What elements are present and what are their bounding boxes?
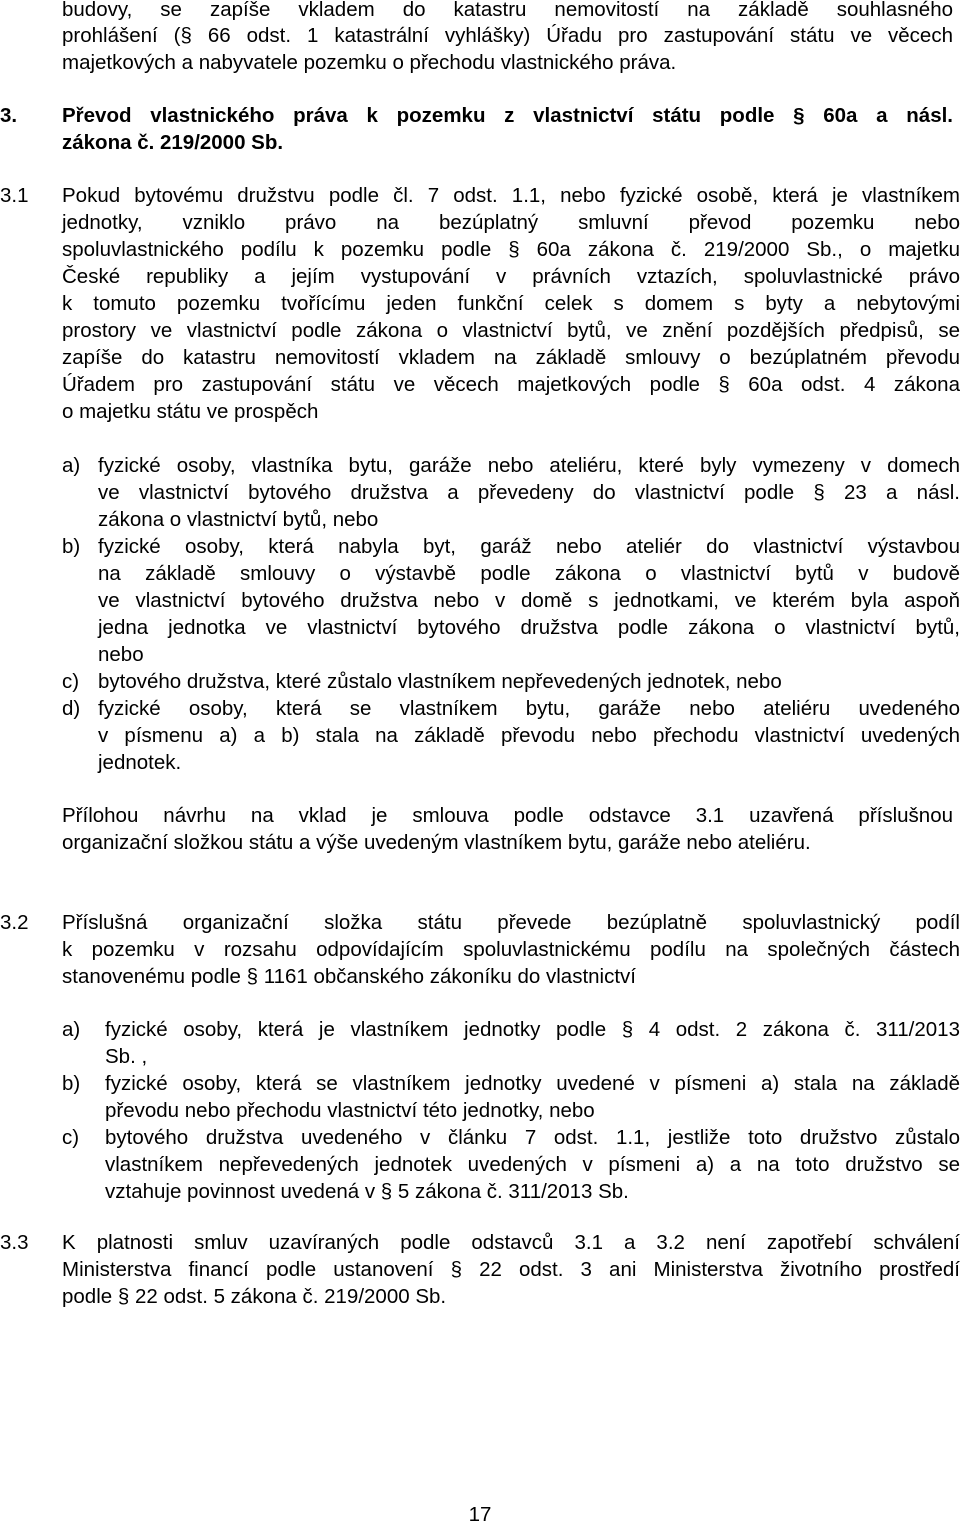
- list-item-line: fyzické osoby, která se vlastníkem jednotky uvedené v písmeni a) stala na základě: [105, 1072, 960, 1095]
- list-item-line: ve vlastnictví bytového družstva a převedeny do vlastnictví podle § 23 a násl.: [98, 481, 960, 504]
- section-heading: zákona č. 219/2000 Sb.: [62, 131, 284, 154]
- page-number: 17: [468, 1503, 492, 1526]
- paragraph-line: k pozemku v rozsahu odpovídajícím spoluvlastnickému podílu na společných částech: [62, 938, 960, 961]
- list-item-line: bytového družstva, které zůstalo vlastníkem nepřevedených jednotek, nebo: [98, 670, 782, 693]
- list-item-line: v písmenu a) a b) stala na základě převodu nebo přechodu vlastnictví uvedených: [98, 724, 960, 747]
- intro-line: budovy, se zapíše vkladem do katastru nemovitostí na základě souhlasného: [62, 0, 953, 21]
- list-item-line: fyzické osoby, která je vlastníkem jednotky podle § 4 odst. 2 zákona č. 311/2013: [105, 1018, 960, 1041]
- paragraph-number: 3.3: [0, 1231, 29, 1254]
- attachment-line: organizační složkou státu a výše uvedeným vlastníkem bytu, garáže nebo ateliéru.: [62, 831, 811, 854]
- list-label: d): [62, 697, 81, 720]
- list-item-line: ve vlastnictví bytového družstva nebo v domě s jednotkami, ve kterém byla aspoň: [98, 589, 960, 612]
- paragraph-line: K platnosti smluv uzavíraných podle odstavců 3.1 a 3.2 není zapotřebí schválení: [62, 1231, 960, 1254]
- paragraph-number: 3.2: [0, 911, 29, 934]
- list-label: a): [62, 1018, 81, 1041]
- paragraph-line: zapíše do katastru nemovitostí vkladem na základě smlouvy o bezúplatném převodu: [62, 346, 960, 369]
- list-item-line: bytového družstva uvedeného v článku 7 odst. 1.1, jestliže toto družstvo zůstalo: [105, 1126, 960, 1149]
- list-item-line: jednotek.: [98, 751, 182, 774]
- paragraph-line: Pokud bytovému družstvu podle čl. 7 odst. 1.1, nebo fyzické osobě, která je vlastníkem: [62, 184, 960, 207]
- section-number: 3.: [0, 104, 18, 127]
- paragraph-line: prostory ve vlastnictví podle zákona o vlastnictví bytů, ve znění pozdějších předpisů, se: [62, 319, 960, 342]
- section-heading: Převod vlastnického práva k pozemku z vlastnictví státu podle § 60a a násl.: [62, 104, 953, 127]
- paragraph-line: spoluvlastnického podílu k pozemku podle § 60a zákona č. 219/2000 Sb., o majetku: [62, 238, 960, 261]
- paragraph-line: podle § 22 odst. 5 zákona č. 219/2000 Sb.: [62, 1285, 447, 1308]
- list-item-line: vlastníkem nepřevedených jednotek uvedených v písmeni a) a na toto družstvo se: [105, 1153, 960, 1176]
- list-item-line: fyzické osoby, která nabyla byt, garáž nebo ateliér do vlastnictví výstavbou: [98, 535, 960, 558]
- intro-line: majetkových a nabyvatele pozemku o přechodu vlastnického práva.: [62, 51, 677, 74]
- list-label: a): [62, 454, 81, 477]
- list-label: c): [62, 670, 80, 693]
- list-item-line: fyzické osoby, která se vlastníkem bytu, garáže nebo ateliéru uvedeného: [98, 697, 960, 720]
- list-item-line: nebo: [98, 643, 144, 666]
- intro-line: prohlášení (§ 66 odst. 1 katastrální vyhlášky) Úřadu pro zastupování státu ve věcech: [62, 24, 953, 47]
- list-item-line: vztahuje povinnost uvedená v § 5 zákona č. 311/2013 Sb.: [105, 1180, 629, 1203]
- paragraph-number: 3.1: [0, 184, 29, 207]
- paragraph-line: Příslušná organizační složka státu převede bezúplatně spoluvlastnický podíl: [62, 911, 960, 934]
- paragraph-line: Ministerstva financí podle ustanovení § 22 odst. 3 ani Ministerstva životního prostředí: [62, 1258, 960, 1281]
- paragraph-line: jednotky, vzniklo právo na bezúplatný smluvní převod pozemku nebo: [62, 211, 960, 234]
- list-label: c): [62, 1126, 80, 1149]
- paragraph-line: o majetku státu ve prospěch: [62, 400, 319, 423]
- list-item-line: převodu nebo přechodu vlastnictví této jednotky, nebo: [105, 1099, 595, 1122]
- list-item-line: na základě smlouvy o výstavbě podle zákona o vlastnictví bytů v budově: [98, 562, 960, 585]
- list-item-line: Sb. ,: [105, 1045, 148, 1068]
- paragraph-line: stanovenému podle § 1161 občanského zákoníku do vlastnictví: [62, 965, 636, 988]
- list-item-line: fyzické osoby, vlastníka bytu, garáže nebo ateliéru, které byly vymezeny v domech: [98, 454, 960, 477]
- list-item-line: zákona o vlastnictví bytů, nebo: [98, 508, 379, 531]
- paragraph-line: České republiky a jejím vystupování v právních vztazích, spoluvlastnické právo: [62, 265, 960, 288]
- list-item-line: jedna jednotka ve vlastnictví bytového družstva podle zákona o vlastnictví bytů,: [98, 616, 960, 639]
- attachment-line: Přílohou návrhu na vklad je smlouva podle odstavce 3.1 uzavřená příslušnou: [62, 804, 953, 827]
- list-label: b): [62, 535, 81, 558]
- list-label: b): [62, 1072, 81, 1095]
- paragraph-line: Úřadem pro zastupování státu ve věcech majetkových podle § 60a odst. 4 zákona: [62, 373, 960, 396]
- paragraph-line: k tomuto pozemku tvořícímu jeden funkční celek s domem s byty a nebytovými: [62, 292, 960, 315]
